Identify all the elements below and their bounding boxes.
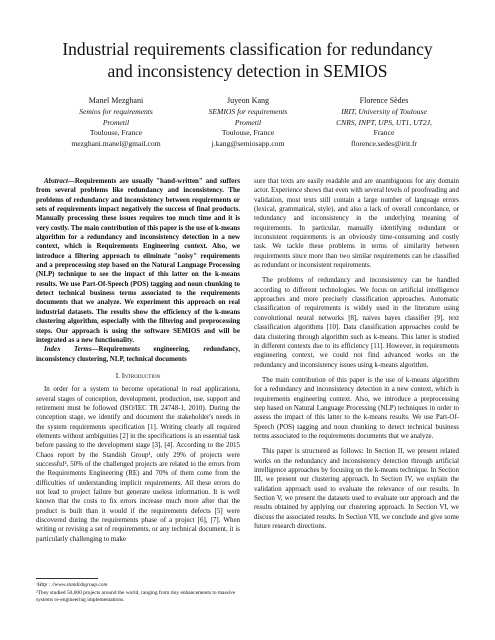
body-paragraph-1: sure that texts are easily readable and are unambiguous for any domain actor. Experience shows that even with several levels of proofreading and validation, most texts still contain a large number of language errors (lexical, grammatical, style), and also a lack of overall concordance, or redundancy and inconsistency in the underlying meaning of requirements. In particular, manually identifying redundant or inconsistent requirements is an obviously time-consuming and costly task. We tackle these problems in terms of similarity between requirements since more than two similar requirements can be classified as redundant or inconsistent requirements. — [254, 177, 459, 270]
author-affiliation: SEMIOS for requirements — [208, 106, 288, 116]
author-org: Prometil — [234, 117, 262, 127]
author-name: Juyeon Kang — [227, 96, 269, 105]
paper-title — [0, 38, 495, 82]
footnote-2: ²They studied 50,000 projects around the world, ranging from tiny enhancements to massive systems re-engineering implementations. — [36, 590, 236, 603]
author-org: Prometil — [102, 117, 130, 127]
index-terms — [36, 345, 240, 364]
author-1 — [56, 96, 176, 150]
author-affiliation: Semios for requirements — [79, 106, 153, 116]
index-terms-text: —Requirements engineering, redundancy, inconsistency clustering, NLP, technical documents — [36, 345, 240, 363]
author-name: Manel Mezghani — [88, 96, 144, 105]
right-column — [254, 177, 459, 531]
left-column — [36, 177, 240, 544]
section-heading: I. Introduction — [115, 371, 161, 380]
body-paragraph-2: The problems of redundancy and inconsistency can be handled according to different technologies. We focus on artificial intelligence approaches and more precisely classification approaches. Automatic classification of requirements is widely used in the literature using convolutional neural networks [8], naives bayes classifier [9], text classification algorithms [10]. Data classification approaches could be data clustering through algorithm such as k-means. This latter is studied in different contexts due to its efficiency [11]. However, in requirements engineering context, we could not find advanced works on the redundancy and inconsistency issues using k-means algorithm. — [254, 276, 459, 369]
abstract-label: Abstract — [44, 177, 68, 185]
index-terms-label: Index Terms — [44, 345, 92, 354]
author-location: Toulouse, France — [221, 128, 275, 138]
author-name: Florence Sèdes — [359, 96, 409, 105]
abstract-text: —Requirements are usually "hand-written" and suffers from several problems like redundancy and inconsistency. The problems of redundancy and inconsistency between requirements or sets of requirements impact negatively the success of final products. Manually processing these issues requires too much time and it is very costly. The main contribution of this paper is the use of k-means algorithm for a redundancy and inconsistency detection in a new context, which is Requirements Engineering context. Also, we introduce a filtering approach to eliminate "noisy" requirements and a preprocessing step based on the Natural Language Processing (NLP) technique to see the impact of this latter on the k-means results. We use Part-Of-Speech (POS) tagging and noun chunking to detect technical business terms associated to the requirements documents that we analyze. We experiment this approach on real industrial datasets. The results show the efficiency of the k-means clustering algorithm, especially with the filtering and preprocessing steps. Our approach is using the software SEMIOS and will be integrated as a new functionality. — [36, 177, 240, 344]
author-2 — [188, 96, 308, 150]
author-email: florence.sedes@irit.fr — [350, 139, 418, 149]
footnote-1: ¹Http : //www.standishgroup.com — [36, 582, 108, 588]
author-email: mezghani.manel@gmail.com — [71, 139, 161, 149]
body-paragraph-4: This paper is structured as follows: In Section II, we present related works on the redundancy and inconsistency detection through artificial intelligence approaches by focusing on the k-means technique. In Section III, we present our clustering approach. In Section IV, we explain the validation approach used to evaluate the relevance of our results. In Section V, we present the datasets used to evaluate our approach and the results obtained by applying our clustering approach. In Section VI, we discuss the associated results. In Section VII, we conclude and give some future research directions. — [254, 447, 459, 531]
author-email: j.kang@semiosapp.com — [211, 139, 285, 149]
body-paragraph-3: The main contribution of this paper is the use of k-means algorithm for a redundancy and inconsistency detection in a new context, which is requirements engineering context. Also, we introduce a preprocessing step based on Natural Language Processing (NLP) techniques in order to assess the impact of this latter to the k-means results. We use Part-Of-Speech (POS) tagging and noun chunking to detect technical business terms associated to the requirements documents that we analyze. — [254, 375, 459, 440]
author-location: Toulouse, France — [89, 128, 143, 138]
author-3 — [320, 96, 448, 150]
author-location: France — [373, 128, 395, 138]
intro-paragraph: In order for a system to become operational in real applications, several stages of conception, development, production, use, support and retirement must be followed (ISO/IEC TR 24748-1, 2010). During the conception stage, we identify and document the stakeholder's needs in the system requirements specification [1]. Writing clearly all required elements without ambiguities [2] in the specifications is an essential task before passing to the development stage [3], [4]. According to the 2015 Chaos report by the Standish Group¹, only 29% of projects were successful², 50% of the challenged projects are related to the errors from the Requirements Engineering (RE) and 70% of them come from the difficulties of understanding implicit requirements. All these errors do not lead to project failure but generate useless information. It is well known that the costs to fix errors increase much more after that the product is built than it would if the requirements defects [5] were discovered during the requirements phase of a project [6], [7]. When writing or revising a set of requirements, or any technical document, it is particularly challenging to make — [36, 385, 240, 543]
title-line-2: and inconsistency detection in SEMIOS — [107, 61, 388, 81]
title-line-1: Industrial requirements classification for redundancy — [62, 39, 433, 59]
abstract — [36, 177, 240, 345]
footnote-rule — [36, 578, 98, 579]
author-org: CNRS, INPT, UPS, UT1, UT2J, — [336, 117, 432, 127]
author-affiliation: IRIT, University of Toulouse — [341, 106, 427, 116]
